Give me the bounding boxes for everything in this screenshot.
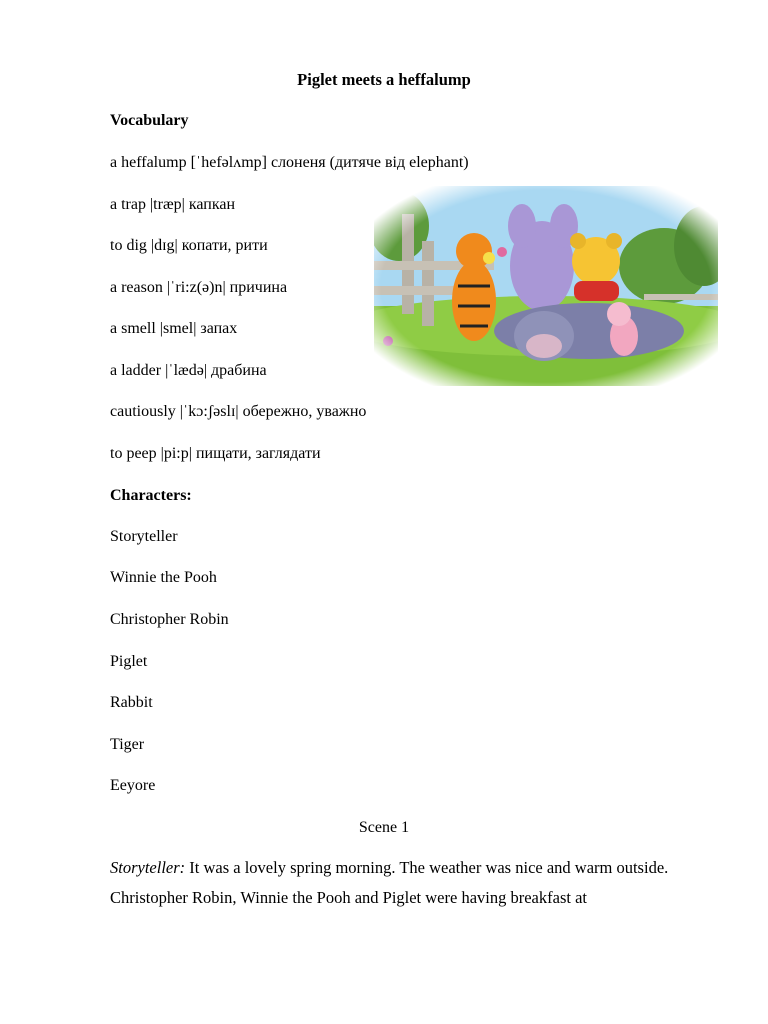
character-item: Christopher Robin (110, 611, 229, 628)
vocabulary-item: to dig |dɪg| копати, рити (110, 237, 268, 254)
character-item: Storyteller (110, 528, 178, 545)
character-item: Rabbit (110, 694, 153, 711)
vocabulary-item: a trap |træp| капкан (110, 196, 236, 213)
page-title: Piglet meets a heffalump (297, 70, 471, 89)
story-text: It was a lovely spring morning. The weather was nice and warm outside. Christopher Robin, Winnie the Pooh and Piglet were having breakfast at (110, 858, 669, 907)
character-item: Winnie the Pooh (110, 569, 217, 586)
vocabulary-item: a ladder |ˈlædə| драбина (110, 362, 267, 379)
vocabulary-item: to peep |pi:p| пищати, заглядати (110, 445, 321, 462)
vocabulary-item: a reason |ˈri:z(ə)n| причина (110, 279, 288, 296)
image-vignette (374, 186, 718, 386)
scene-heading: Scene 1 (358, 819, 410, 836)
vocabulary-item: cautiously |ˈkɔ:ʃəslɪ| обережно, уважно (110, 403, 367, 420)
vocabulary-heading: Vocabulary (110, 112, 189, 129)
vocabulary-item: a heffalump [ˈhefəlʌmp] слоненя (дитяче від elephant) (110, 154, 469, 171)
story-speaker: Storyteller: (110, 858, 186, 877)
cartoon-characters-illustration (374, 186, 718, 386)
character-item: Piglet (110, 653, 148, 670)
character-item: Eeyore (110, 777, 156, 794)
vocabulary-item: a smell |smel| запах (110, 320, 238, 337)
story-paragraph (110, 853, 710, 913)
character-item: Tiger (110, 736, 145, 753)
characters-heading: Characters: (110, 487, 192, 504)
